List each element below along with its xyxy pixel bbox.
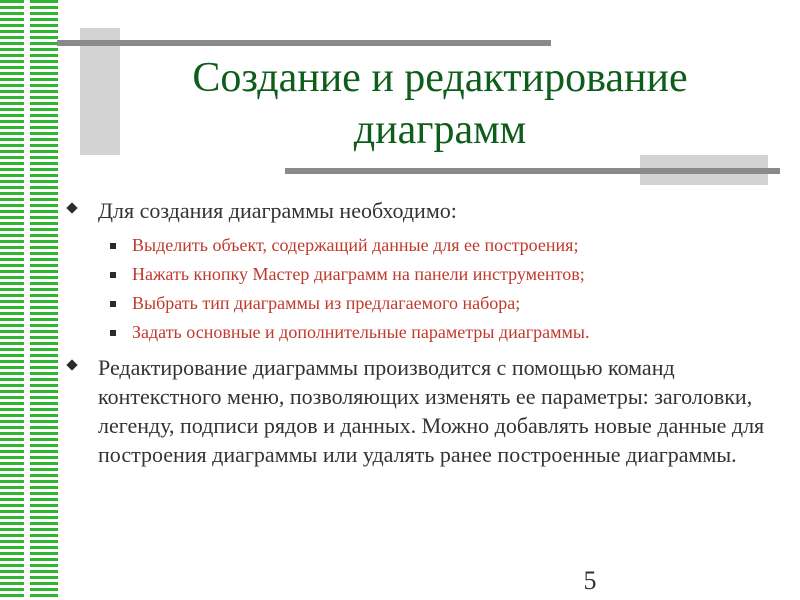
decor-grey-block-top (80, 28, 120, 155)
sub-bullet-item (98, 318, 780, 347)
sub-bullet-text: Выбрать тип диаграммы из предлагаемого набора; (132, 293, 521, 313)
bullet-text: Для создания диаграммы необходимо: (98, 198, 457, 223)
sub-bullet-text: Задать основные и дополнительные параметры диаграммы. (132, 322, 590, 342)
square-bullet-icon (110, 301, 116, 307)
sub-bullet-list (98, 231, 780, 347)
decorative-stripes (0, 0, 58, 600)
sub-bullet-item (98, 260, 780, 289)
decor-line-top (57, 40, 551, 46)
slide-title: Создание и редактирование диаграмм (192, 55, 688, 153)
bullet-text: Редактирование диаграммы производится с помощью команд контекстного меню, позволяющих изменять ее параметры: заголовки, легенду, подписи рядов и данных. Можно добавлять новые данные для построения диаграммы или удалять ранее построенные диаграммы. (98, 355, 765, 467)
diamond-bullet-icon (66, 359, 77, 370)
decor-line-bottom (285, 168, 780, 174)
square-bullet-icon (110, 330, 116, 336)
sub-bullet-item (98, 289, 780, 318)
square-bullet-icon (110, 243, 116, 249)
square-bullet-icon (110, 272, 116, 278)
slide-content (60, 196, 780, 475)
page-number: 5 (583, 566, 597, 595)
sub-bullet-text: Выделить объект, содержащий данные для ее построения; (132, 235, 579, 255)
sub-bullet-text: Нажать кнопку Мастер диаграмм на панели инструментов; (132, 264, 585, 284)
sub-bullet-item (98, 231, 780, 260)
bullet-item (60, 353, 780, 469)
diamond-bullet-icon (66, 202, 77, 213)
bullet-list (60, 196, 780, 469)
bullet-item (60, 196, 780, 347)
